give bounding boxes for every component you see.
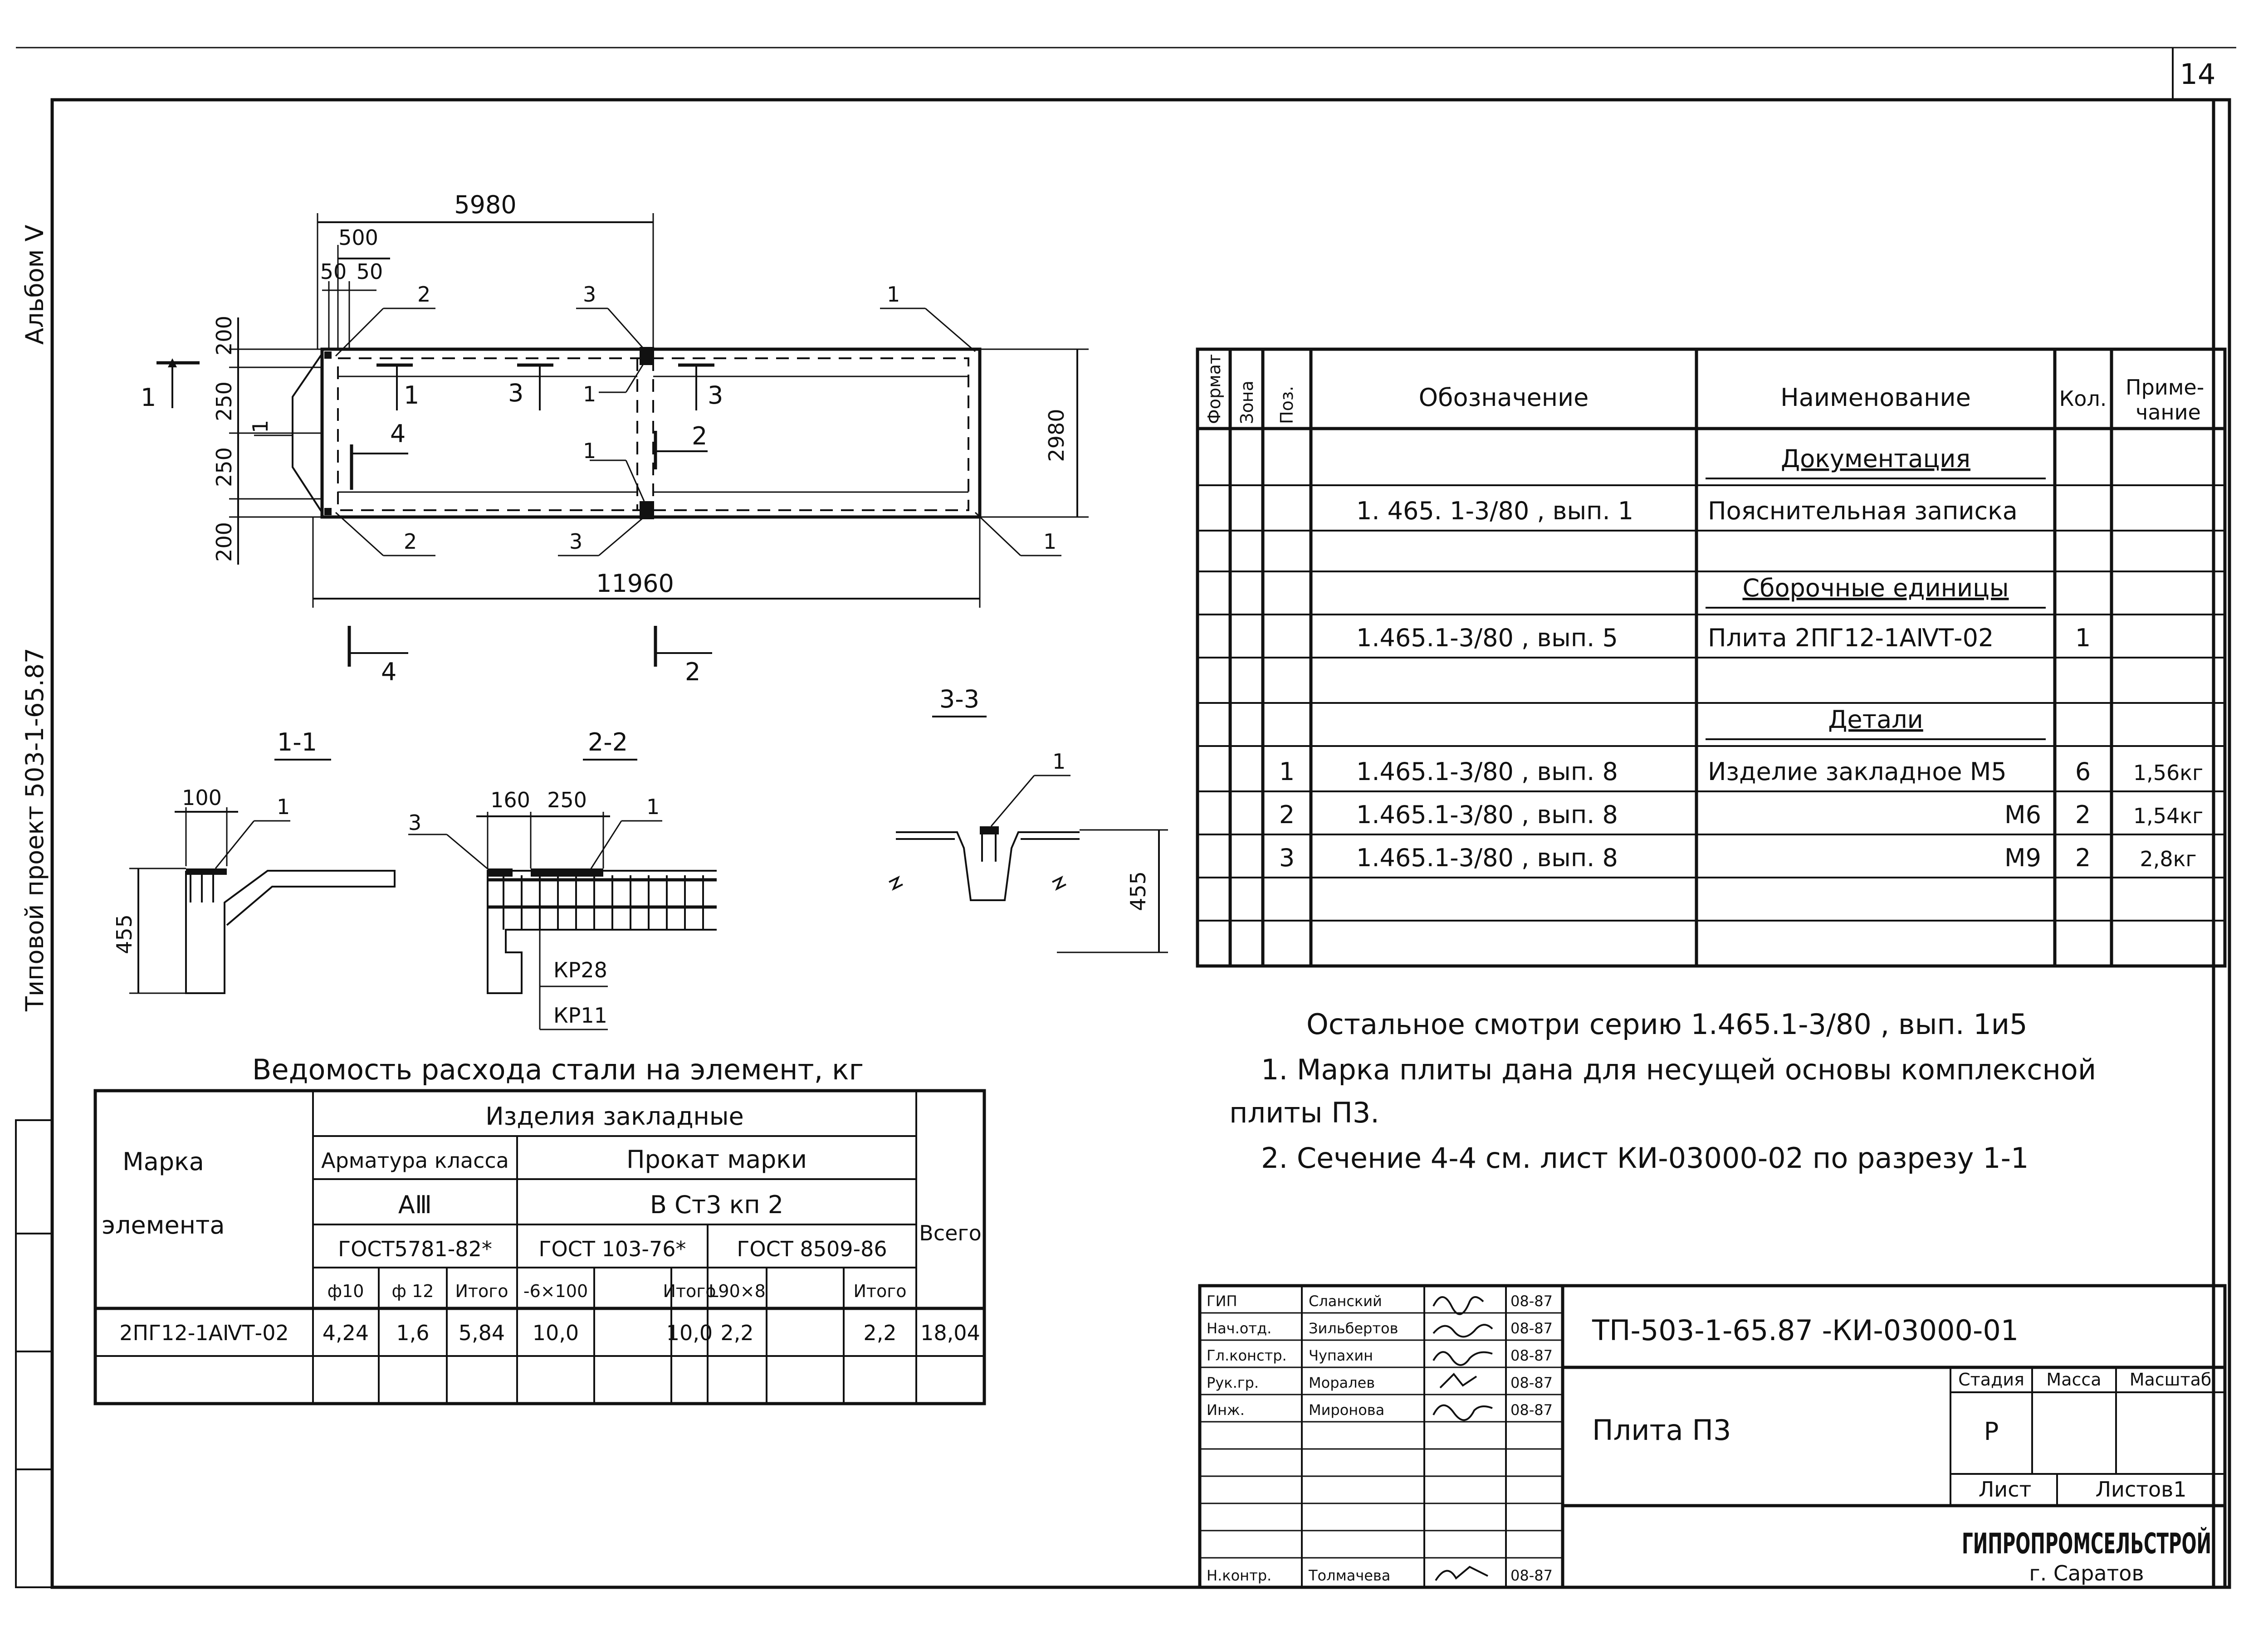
steel-column-heads [327,1281,907,1301]
dim-160: 160 [490,788,530,812]
steel-value: 2,2 [863,1321,897,1345]
dim-250-22: 250 [547,788,587,812]
spec-qty: 2 [2075,800,2091,829]
spec-row [1356,497,2018,525]
sheet-number: 14 [2180,58,2216,91]
organization-city: г. Саратов [2029,1561,2144,1585]
spec-name: Изделие закладное М5 [1708,757,2007,786]
signatory-name: Зильбертов [1309,1320,1398,1337]
organization-name: ГИПРОПРОМСЕЛЬСТРОЙ [1962,1527,2211,1560]
steel-header-vst: В Ст3 кп 2 [650,1190,784,1219]
steel-row-mark: 2ПГ12-1АⅣТ-02 [119,1321,289,1345]
steel-column-head: Итого [663,1281,716,1301]
spec-header-pos: Поз. [1277,385,1297,424]
steel-value: 4,24 [322,1321,369,1345]
dim-5980: 5980 [454,190,517,219]
steel-header-gost1: ГОСТ5781-82* [338,1237,492,1261]
callout-1-low: 1 [583,439,596,463]
sheet-header: Лист [1978,1477,2032,1502]
signatory-role: Н.контр. [1207,1567,1272,1584]
cut-2-inner [655,422,708,469]
steel-value: 5,84 [458,1321,505,1345]
spec-row [1279,844,2197,872]
signatory-name: Моралев [1309,1374,1375,1391]
steel-header-group: Изделия закладные [485,1102,744,1131]
svg-text:2: 2 [692,422,708,450]
signatory-role: Нач.отд. [1207,1320,1272,1337]
embedded-item-2-top-left [324,351,332,359]
steel-column-head: L90×8 [709,1281,766,1301]
dim-2980: 2980 [1044,409,1069,462]
dim-100: 100 [182,785,222,810]
spec-header-name: Наименование [1780,383,1971,412]
section-3-3 [889,685,1168,952]
section-3-3-callout-1: 1 [1052,749,1066,774]
spec-section-heading: Сборочные единицы [1742,574,2009,602]
steel-value: 1,6 [396,1321,430,1345]
spec-pos: 1 [1279,757,1295,786]
dim-50-a: 50 [320,259,347,284]
steel-header-total: Всего [919,1221,982,1245]
spec-designation: 1.465.1-3/80 , вып. 8 [1356,844,1618,872]
spec-section-heading: Детали [1828,705,1923,734]
spec-name: М6 [2004,800,2041,829]
dim-200-bottom: 200 [212,522,236,562]
steel-column-head: Итого [455,1281,508,1301]
callout-2-bottom: 2 [404,529,417,554]
spec-row [1706,444,2046,478]
section-2-2-callout-1: 1 [646,795,660,819]
spec-pos: 2 [1279,800,1295,829]
callout-1-left: 1 [248,419,273,433]
steel-value: 10,0 [666,1321,713,1345]
steel-row-values [323,1321,897,1345]
title-block-signatories [1207,1293,1553,1584]
sheets-header: Листов1 [2095,1477,2187,1502]
section-2-2-title: 2-2 [587,728,628,756]
dim-250-b: 250 [212,447,236,487]
steel-column-head: -6×100 [523,1281,588,1301]
steel-header-gost2: ГОСТ 103-76* [538,1237,686,1261]
section-3-3-title: 3-3 [939,685,980,713]
spec-row-lines [1198,485,2225,921]
spec-header-format: Формат [1204,354,1224,424]
object-name: Плита П3 [1592,1414,1731,1447]
callout-1-top: 1 [887,282,900,307]
drawing-code: ТП-503-1-65.87 -КИ-03000-01 [1592,1314,2019,1347]
cut-3-right [678,365,723,410]
embedded-item-2-bottom-left [324,508,332,515]
svg-text:4: 4 [381,658,397,686]
spec-row [1356,624,2091,652]
mass-header: Масса [2046,1370,2102,1390]
signatory-name: Чупахин [1309,1347,1374,1364]
signatory-role: ГИП [1207,1293,1237,1310]
spec-qty: 6 [2075,757,2091,786]
title-block [1200,1286,2225,1587]
steel-value: 2,2 [720,1321,754,1345]
svg-text:2: 2 [685,658,701,686]
signatory-name: Толмачева [1309,1567,1391,1584]
dim-250-a: 250 [212,381,236,421]
svg-text:3: 3 [508,379,524,407]
spec-row [1706,705,2046,739]
dim-455-11: 455 [112,914,137,954]
cut-1-inner [376,365,419,410]
steel-header-gost3: ГОСТ 8509-86 [737,1237,887,1261]
steel-table [95,1053,984,1404]
section-2-2 [408,728,717,1029]
steel-column-head: ф 12 [391,1281,434,1301]
note-line-1: 1. Марка плиты дана для несущей основы комплексной [1261,1053,2097,1086]
svg-text:3: 3 [708,381,723,410]
spec-row [1706,574,2046,608]
svg-text:1: 1 [404,381,420,410]
spec-note: 2,8кг [2140,847,2197,871]
spec-designation: 1.465.1-3/80 , вып. 5 [1356,624,1618,652]
label-kr28: КР28 [553,958,607,982]
dim-455-33: 455 [1126,871,1150,911]
spec-header-designation: Обозначение [1418,383,1589,412]
steel-header-mark-1: Марка [122,1147,204,1176]
spec-designation: 1. 465. 1-3/80 , вып. 1 [1356,497,1634,525]
plan-view [141,190,1089,686]
spec-designation: 1.465.1-3/80 , вып. 8 [1356,800,1618,829]
spec-name: Плита 2ПГ12-1АⅣТ-02 [1708,624,1994,652]
project-label: Типовой проект 503-1-65.87 [20,648,49,1011]
album-label: Альбом Ⅴ [20,224,49,345]
cut-1-left [141,358,200,412]
cut-4-inner [352,419,408,490]
cut-2-bottom [655,626,712,686]
note-line-2: 2. Сечение 4-4 см. лист КИ-03000-02 по разрезу 1-1 [1261,1141,2029,1175]
signatory-date: 08-87 [1510,1347,1553,1364]
signatory-date: 08-87 [1510,1567,1553,1584]
steel-table-title: Ведомость расхода стали на элемент, кг [252,1053,864,1086]
spec-note: 1,54кг [2133,804,2204,828]
steel-header-a3: АⅢ [398,1190,432,1219]
steel-header-arm: Арматура класса [321,1148,509,1173]
cut-3-left [508,365,553,410]
spec-row [1279,757,2203,786]
signatory-role: Рук.гр. [1207,1374,1259,1391]
dim-50-b: 50 [356,259,383,284]
signatory-name: Сланский [1309,1293,1382,1310]
spec-qty: 2 [2075,844,2091,872]
spec-name: М9 [2004,844,2041,872]
signatory-role: Инж. [1207,1401,1245,1419]
spec-header-zone: Зона [1237,380,1257,424]
signatory-name: Миронова [1309,1401,1385,1419]
callout-1-bottom: 1 [1043,529,1057,554]
stage-value: Р [1984,1417,1999,1446]
steel-column-head: ф10 [327,1281,364,1301]
section-1-1 [112,728,395,993]
note-line-1b: плиты П3. [1229,1096,1380,1129]
svg-text:4: 4 [390,419,406,448]
rebar-verticals [503,875,703,930]
callout-3-bottom: 3 [569,529,583,554]
signatory-date: 08-87 [1510,1374,1553,1391]
label-kr11: КР11 [553,1003,607,1028]
spec-section-heading: Документация [1781,444,1970,473]
stage-header: Стадия [1958,1370,2024,1390]
dim-11960: 11960 [596,569,674,598]
spec-header-qty: Кол. [2059,386,2107,411]
embedded-item-3-bottom [640,501,654,519]
spec-pos: 3 [1279,844,1295,872]
steel-header-prokat: Прокат марки [626,1145,807,1174]
spec-name: Пояснительная записка [1708,497,2018,525]
callout-3-top: 3 [583,282,596,307]
section-2-2-callout-3: 3 [408,810,422,835]
steel-value: 10,0 [532,1321,579,1345]
spec-designation: 1.465.1-3/80 , вып. 8 [1356,757,1618,786]
signatory-date: 08-87 [1510,1293,1553,1310]
spec-note: 1,56кг [2133,761,2204,785]
spec-qty: 1 [2075,624,2091,652]
signatory-role: Гл.констр. [1207,1347,1287,1364]
dim-200-top: 200 [212,316,236,356]
steel-row-total: 18,04 [920,1321,980,1345]
section-1-1-callout-1: 1 [277,795,290,819]
callout-1-mid: 1 [583,382,596,406]
spec-row [1279,800,2203,829]
svg-text:1: 1 [141,383,156,412]
steel-header-mark-2: элемента [102,1211,225,1239]
spec-table [1198,349,2225,966]
note-line-0: Остальное смотри серию 1.465.1-3/80 , вып. 1и5 [1306,1008,2028,1041]
dim-500: 500 [338,225,378,250]
embedded-item-3-top [640,347,654,365]
scale-header: Масштаб [2129,1370,2212,1390]
spec-header-note: Приме- чание [2126,375,2204,424]
cut-4-bottom [349,626,408,686]
steel-column-head: Итого [853,1281,907,1301]
signatory-date: 08-87 [1510,1401,1553,1419]
signatory-date: 08-87 [1510,1320,1553,1337]
notes [1229,1008,2096,1175]
callout-2-top: 2 [417,282,431,307]
section-1-1-title: 1-1 [277,728,318,756]
